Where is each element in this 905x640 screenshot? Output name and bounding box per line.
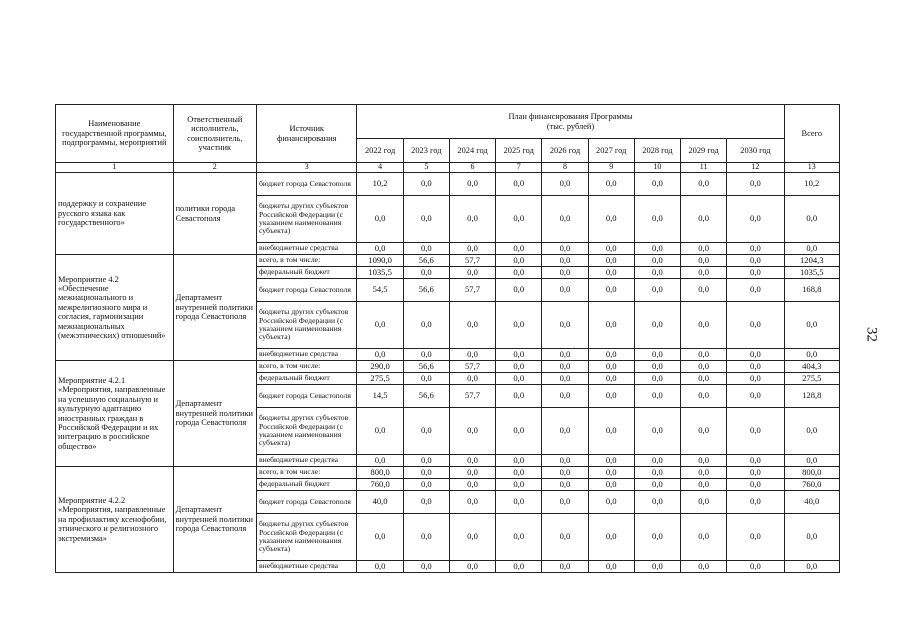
header-year: 2025 год xyxy=(496,139,542,163)
year-value: 0,0 xyxy=(496,408,542,455)
year-value: 0,0 xyxy=(727,267,784,279)
total-value: 0,0 xyxy=(784,455,839,467)
year-value: 0,0 xyxy=(403,349,449,361)
year-value: 0,0 xyxy=(542,467,588,479)
year-value: 0,0 xyxy=(588,514,634,561)
funding-source: федеральный бюджет xyxy=(256,373,357,385)
year-value: 0,0 xyxy=(588,479,634,491)
year-value: 0,0 xyxy=(403,479,449,491)
column-number: 10 xyxy=(634,163,680,173)
funding-source: бюджет города Севастополя xyxy=(256,491,357,514)
year-value: 1090,0 xyxy=(357,255,403,267)
year-value: 56,6 xyxy=(403,255,449,267)
year-value: 57,7 xyxy=(449,279,495,302)
year-value: 0,0 xyxy=(403,243,449,255)
header-year: 2024 год xyxy=(449,139,495,163)
total-value: 800,0 xyxy=(784,467,839,479)
year-value: 0,0 xyxy=(357,514,403,561)
year-value: 0,0 xyxy=(403,302,449,349)
year-value: 0,0 xyxy=(727,279,784,302)
year-value: 0,0 xyxy=(681,479,727,491)
year-value: 0,0 xyxy=(449,243,495,255)
funding-source: внебюджетные средства xyxy=(256,349,357,361)
year-value: 0,0 xyxy=(588,408,634,455)
year-value: 0,0 xyxy=(496,561,542,573)
column-number: 5 xyxy=(403,163,449,173)
year-value: 0,0 xyxy=(681,196,727,243)
year-value: 0,0 xyxy=(357,243,403,255)
year-value: 0,0 xyxy=(727,467,784,479)
year-value: 10,2 xyxy=(357,173,403,196)
year-value: 0,0 xyxy=(588,349,634,361)
year-value: 0,0 xyxy=(496,349,542,361)
year-value: 0,0 xyxy=(634,385,680,408)
year-value: 0,0 xyxy=(542,196,588,243)
year-value: 0,0 xyxy=(681,243,727,255)
funding-source: бюджет города Севастополя xyxy=(256,173,357,196)
header-responsible: Ответственный исполнитель, соисполнитель, участник xyxy=(173,105,256,163)
total-value: 0,0 xyxy=(784,243,839,255)
year-value: 0,0 xyxy=(542,173,588,196)
year-value: 0,0 xyxy=(727,455,784,467)
year-value: 56,6 xyxy=(403,279,449,302)
year-value: 0,0 xyxy=(496,479,542,491)
year-value: 0,0 xyxy=(496,491,542,514)
year-value: 0,0 xyxy=(496,385,542,408)
column-number: 4 xyxy=(357,163,403,173)
total-value: 0,0 xyxy=(784,514,839,561)
year-value: 0,0 xyxy=(634,255,680,267)
year-value: 0,0 xyxy=(634,561,680,573)
year-value: 0,0 xyxy=(357,196,403,243)
year-value: 0,0 xyxy=(588,243,634,255)
total-value: 168,8 xyxy=(784,279,839,302)
year-value: 0,0 xyxy=(588,255,634,267)
year-value: 0,0 xyxy=(634,491,680,514)
year-value: 0,0 xyxy=(449,408,495,455)
column-number: 13 xyxy=(784,163,839,173)
year-value: 0,0 xyxy=(496,173,542,196)
year-value: 0,0 xyxy=(588,491,634,514)
year-value: 0,0 xyxy=(496,196,542,243)
year-value: 0,0 xyxy=(681,373,727,385)
year-value: 0,0 xyxy=(403,408,449,455)
year-value: 0,0 xyxy=(403,561,449,573)
measure-name: Мероприятие 4.2.1 «Мероприятия, направленные на успешную социальную и культурную адаптацию иностранных граждан в Российской Федерации и их интеграцию в российское общество» xyxy=(56,361,174,467)
year-value: 0,0 xyxy=(727,491,784,514)
year-value: 0,0 xyxy=(681,514,727,561)
year-value: 0,0 xyxy=(403,455,449,467)
header-year: 2022 год xyxy=(357,139,403,163)
year-value: 0,0 xyxy=(449,514,495,561)
year-value: 0,0 xyxy=(588,196,634,243)
year-value: 0,0 xyxy=(542,561,588,573)
column-number: 11 xyxy=(681,163,727,173)
year-value: 0,0 xyxy=(542,514,588,561)
year-value: 0,0 xyxy=(727,243,784,255)
funding-source: бюджеты других субъектов Российской Федерации (с указанием наименования субъекта) xyxy=(256,514,357,561)
header-year: 2027 год xyxy=(588,139,634,163)
header-name: Наименование государственной программы, подпрограммы, мероприятий xyxy=(56,105,174,163)
year-value: 0,0 xyxy=(588,373,634,385)
column-number-row xyxy=(56,163,840,173)
header-plan-title: План финансирования Программы xyxy=(508,112,633,122)
year-value: 57,7 xyxy=(449,255,495,267)
year-value: 800,0 xyxy=(357,467,403,479)
year-value: 0,0 xyxy=(681,361,727,373)
year-value: 0,0 xyxy=(542,255,588,267)
total-value: 275,5 xyxy=(784,373,839,385)
total-value: 760,0 xyxy=(784,479,839,491)
funding-source: внебюджетные средства xyxy=(256,243,357,255)
total-value: 1204,3 xyxy=(784,255,839,267)
measure-name: Мероприятие 4.2 «Обеспечение межнационального и межрелигиозного мира и согласия, гармонизации межнациональных (межэтнических) отношений» xyxy=(56,255,174,361)
year-value: 0,0 xyxy=(449,561,495,573)
funding-source: бюджет города Севастополя xyxy=(256,279,357,302)
year-value: 57,7 xyxy=(449,361,495,373)
year-value: 0,0 xyxy=(681,173,727,196)
year-value: 0,0 xyxy=(681,467,727,479)
year-value: 0,0 xyxy=(588,561,634,573)
header-year: 2030 год xyxy=(727,139,784,163)
funding-source: федеральный бюджет xyxy=(256,479,357,491)
year-value: 0,0 xyxy=(634,479,680,491)
year-value: 0,0 xyxy=(681,455,727,467)
year-value: 0,0 xyxy=(496,373,542,385)
year-value: 0,0 xyxy=(449,349,495,361)
total-value: 0,0 xyxy=(784,302,839,349)
year-value: 0,0 xyxy=(588,302,634,349)
column-number: 6 xyxy=(449,163,495,173)
year-value: 0,0 xyxy=(542,408,588,455)
year-value: 0,0 xyxy=(496,514,542,561)
table-row xyxy=(56,361,840,373)
year-value: 290,0 xyxy=(357,361,403,373)
year-value: 0,0 xyxy=(588,385,634,408)
year-value: 0,0 xyxy=(634,267,680,279)
funding-source: внебюджетные средства xyxy=(256,455,357,467)
year-value: 0,0 xyxy=(496,267,542,279)
year-value: 0,0 xyxy=(727,302,784,349)
year-value: 0,0 xyxy=(542,491,588,514)
year-value: 0,0 xyxy=(727,255,784,267)
year-value: 0,0 xyxy=(542,279,588,302)
funding-source: бюджеты других субъектов Российской Федерации (с указанием наименования субъекта) xyxy=(256,408,357,455)
year-value: 0,0 xyxy=(496,243,542,255)
year-value: 0,0 xyxy=(542,479,588,491)
year-value: 0,0 xyxy=(727,196,784,243)
year-value: 0,0 xyxy=(542,267,588,279)
year-value: 0,0 xyxy=(357,561,403,573)
year-value: 0,0 xyxy=(542,373,588,385)
year-value: 0,0 xyxy=(634,455,680,467)
year-value: 760,0 xyxy=(357,479,403,491)
year-value: 0,0 xyxy=(357,349,403,361)
column-number: 12 xyxy=(727,163,784,173)
header-plan-units: (тыс. рублей) xyxy=(546,121,595,131)
total-value: 10,2 xyxy=(784,173,839,196)
year-value: 0,0 xyxy=(634,196,680,243)
column-number: 8 xyxy=(542,163,588,173)
year-value: 0,0 xyxy=(727,349,784,361)
financing-table xyxy=(55,104,840,573)
total-value: 0,0 xyxy=(784,561,839,573)
year-value: 14,5 xyxy=(357,385,403,408)
year-value: 56,6 xyxy=(403,361,449,373)
year-value: 0,0 xyxy=(449,196,495,243)
year-value: 0,0 xyxy=(727,385,784,408)
funding-source: всего, в том числе: xyxy=(256,255,357,267)
year-value: 0,0 xyxy=(588,279,634,302)
year-value: 0,0 xyxy=(449,373,495,385)
header-year: 2023 год xyxy=(403,139,449,163)
total-value: 128,8 xyxy=(784,385,839,408)
year-value: 0,0 xyxy=(634,173,680,196)
funding-source: бюджеты других субъектов Российской Федерации (с указанием наименования субъекта) xyxy=(256,302,357,349)
year-value: 275,5 xyxy=(357,373,403,385)
table-row xyxy=(56,255,840,267)
year-value: 1035,5 xyxy=(357,267,403,279)
year-value: 0,0 xyxy=(681,561,727,573)
responsible-executor: Департамент внутренней политики города Севастополя xyxy=(173,255,256,361)
year-value: 0,0 xyxy=(634,514,680,561)
table-row xyxy=(56,173,840,196)
year-value: 0,0 xyxy=(681,385,727,408)
year-value: 0,0 xyxy=(542,455,588,467)
column-number: 3 xyxy=(256,163,357,173)
year-value: 0,0 xyxy=(449,302,495,349)
year-value: 0,0 xyxy=(727,361,784,373)
year-value: 0,0 xyxy=(496,279,542,302)
year-value: 0,0 xyxy=(496,467,542,479)
year-value: 0,0 xyxy=(542,349,588,361)
year-value: 0,0 xyxy=(449,173,495,196)
year-value: 0,0 xyxy=(588,173,634,196)
year-value: 0,0 xyxy=(727,514,784,561)
year-value: 0,0 xyxy=(449,455,495,467)
total-value: 0,0 xyxy=(784,196,839,243)
funding-source: внебюджетные средства xyxy=(256,561,357,573)
year-value: 0,0 xyxy=(727,408,784,455)
year-value: 0,0 xyxy=(681,349,727,361)
header-total: Всего xyxy=(784,105,839,163)
measure-name: Мероприятие 4.2.2 «Мероприятия, направленные на профилактику ксенофобии, этнического и религиозного экстремизма» xyxy=(56,467,174,573)
year-value: 0,0 xyxy=(588,267,634,279)
total-value: 40,0 xyxy=(784,491,839,514)
header-plan xyxy=(357,105,784,139)
year-value: 0,0 xyxy=(681,491,727,514)
year-value: 0,0 xyxy=(357,408,403,455)
year-value: 0,0 xyxy=(357,302,403,349)
year-value: 0,0 xyxy=(681,255,727,267)
year-value: 0,0 xyxy=(403,196,449,243)
year-value: 0,0 xyxy=(588,467,634,479)
header-year: 2028 год xyxy=(634,139,680,163)
year-value: 0,0 xyxy=(681,302,727,349)
year-value: 0,0 xyxy=(496,255,542,267)
year-value: 0,0 xyxy=(634,349,680,361)
year-value: 0,0 xyxy=(727,479,784,491)
year-value: 0,0 xyxy=(542,385,588,408)
year-value: 0,0 xyxy=(634,373,680,385)
year-value: 0,0 xyxy=(727,173,784,196)
total-value: 1035,5 xyxy=(784,267,839,279)
year-value: 0,0 xyxy=(496,361,542,373)
total-value: 0,0 xyxy=(784,349,839,361)
responsible-executor: политики города Севастополя xyxy=(173,173,256,255)
funding-source: бюджеты других субъектов Российской Федерации (с указанием наименования субъекта) xyxy=(256,196,357,243)
year-value: 0,0 xyxy=(403,491,449,514)
header-year: 2029 год xyxy=(681,139,727,163)
year-value: 0,0 xyxy=(449,491,495,514)
year-value: 0,0 xyxy=(403,173,449,196)
year-value: 57,7 xyxy=(449,385,495,408)
year-value: 0,0 xyxy=(727,561,784,573)
total-value: 0,0 xyxy=(784,408,839,455)
year-value: 0,0 xyxy=(681,267,727,279)
column-number: 2 xyxy=(173,163,256,173)
year-value: 0,0 xyxy=(634,361,680,373)
year-value: 0,0 xyxy=(403,267,449,279)
funding-source: бюджет города Севастополя xyxy=(256,385,357,408)
year-value: 0,0 xyxy=(449,267,495,279)
funding-source: федеральный бюджет xyxy=(256,267,357,279)
year-value: 0,0 xyxy=(449,479,495,491)
year-value: 40,0 xyxy=(357,491,403,514)
year-value: 0,0 xyxy=(403,467,449,479)
year-value: 0,0 xyxy=(634,467,680,479)
year-value: 0,0 xyxy=(403,373,449,385)
funding-source: всего, в том числе: xyxy=(256,361,357,373)
year-value: 56,6 xyxy=(403,385,449,408)
year-value: 0,0 xyxy=(357,455,403,467)
year-value: 0,0 xyxy=(681,279,727,302)
year-value: 0,0 xyxy=(727,373,784,385)
table-row xyxy=(56,467,840,479)
funding-source: всего, в том числе: xyxy=(256,467,357,479)
year-value: 0,0 xyxy=(588,361,634,373)
year-value: 0,0 xyxy=(634,279,680,302)
year-value: 0,0 xyxy=(449,467,495,479)
year-value: 0,0 xyxy=(588,455,634,467)
year-value: 0,0 xyxy=(542,243,588,255)
page-number: 32 xyxy=(863,327,880,342)
year-value: 0,0 xyxy=(403,514,449,561)
year-value: 0,0 xyxy=(681,408,727,455)
column-number: 1 xyxy=(56,163,174,173)
year-value: 0,0 xyxy=(542,302,588,349)
year-value: 0,0 xyxy=(496,455,542,467)
year-value: 0,0 xyxy=(542,361,588,373)
column-number: 9 xyxy=(588,163,634,173)
measure-name: поддержку и сохранение русского языка как государственного» xyxy=(56,173,174,255)
year-value: 0,0 xyxy=(496,302,542,349)
responsible-executor: Департамент внутренней политики города Севастополя xyxy=(173,467,256,573)
year-value: 0,0 xyxy=(634,408,680,455)
header-year: 2026 год xyxy=(542,139,588,163)
year-value: 54,5 xyxy=(357,279,403,302)
header-source: Источник финансирования xyxy=(256,105,357,163)
year-value: 0,0 xyxy=(634,302,680,349)
responsible-executor: Департамент внутренней политики города Севастополя xyxy=(173,361,256,467)
total-value: 404,3 xyxy=(784,361,839,373)
year-value: 0,0 xyxy=(634,243,680,255)
column-number: 7 xyxy=(496,163,542,173)
